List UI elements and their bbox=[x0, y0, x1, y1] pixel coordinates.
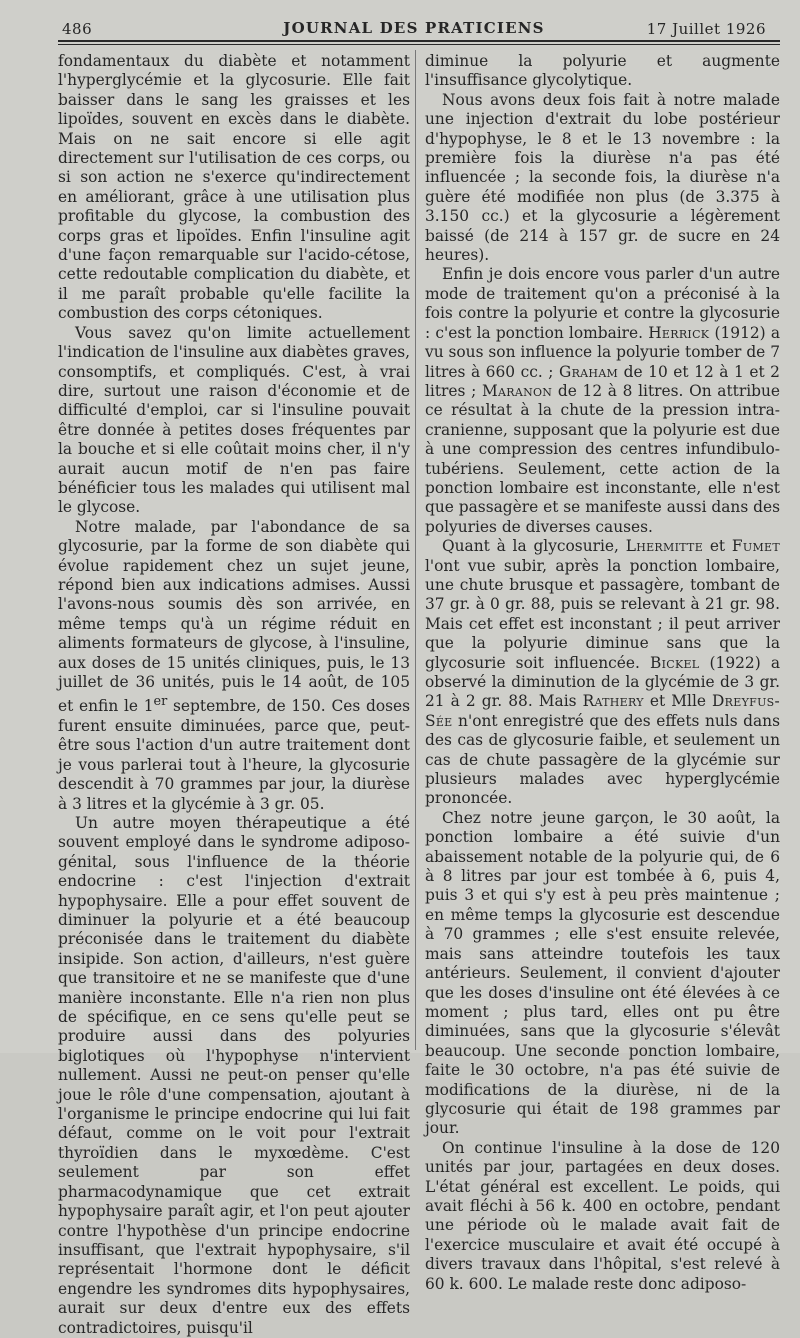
author-name: Bickel bbox=[649, 653, 700, 672]
journal-title: JOURNAL DES PRATICIENS bbox=[283, 19, 545, 37]
author-name: Graham bbox=[559, 362, 619, 381]
paragraph-hypophysis-extract: Un autre moyen thérapeutique a été souvent employé dans le syndrome adiposo-génital, sous l'influence de la théorie endocrine : c'est l'injection d'extrait hypophysaire. Elle a pour effet souvent de diminuer la polyurie et a été beaucoup préconisée dans le traitement du diabète insipide. Son action, d'ailleurs, n'est guère que transitoire et ne se manifeste que d'une manière inconstante. Elle n'a rien non plus de spécifique, en ce sens qu'elle peut se produire aussi dans des polyuries biglotiques où l'hypophyse n'intervient nullement. Aussi ne peut-on penser qu'elle joue le rôle d'une compensation, ajoutant à l'organisme le principe endocrine qui lui fait défaut, comme on le voit pour l'extrait thyroïdien dans le myxœdème. C'est seulement par son effet pharmacodynamique que cet extrait hypophysaire paraît agir, et l'on peut ajouter contre l'hypothèse d'un principe endocrine insuffisant, que l'extrait hypophysaire, s'il représentait l'hormone dont le déficit engendre les syndromes dits hypophysaires, aurait sur deux d'entre eux des effets contradictoires, puisqu'il bbox=[58, 813, 410, 1337]
author-name: Fumet bbox=[731, 537, 780, 556]
left-column bbox=[58, 52, 410, 1338]
issue-date: 17 Juillet 1926 bbox=[646, 20, 766, 38]
column-divider bbox=[415, 50, 416, 1050]
author-name: Lhermitte bbox=[625, 537, 704, 556]
paragraph-continuation: diminue la polyurie et augmente l'insuffisance glycolytique. bbox=[425, 52, 780, 90]
header-rule-thick bbox=[58, 40, 780, 42]
paragraph-patient-treatment: Notre malade, par l'abondance de sa glycosurie, par la forme de son diabète qui évolue rapidement chez un sujet jeune, répond bien aux indications admises. Aussi l'avons-nous soumis dès son arrivée, en même temps qu'à un régime réduit en aliments formateurs de glycose, à l'insuline, aux doses de 15 unités cliniques, puis, le 13 juillet de 36 unités, puis le 14 août, de 105 et enfin le 1er septembre, de 150. Ces doses furent ensuite diminuées, parce que, peut-être sous l'action d'un autre traitement dont je vous parlerai tout à l'heure, la glycosurie descendit à 70 grammes par jour, la diurèse à 3 litres et la glycémie à 3 gr. 05. bbox=[58, 517, 410, 813]
paragraph-patient-status: On continue l'insuline à la dose de 120 unités par jour, partagées en deux doses. L'état général est excellent. Le poids, qui avait fléchi à 56 k. 400 en octobre, pendant une période où le malade avait fait de l'exercice musculaire et avait été occupé à divers travaux dans l'hôpital, s'est relevé à 60 k. 600. Le malade reste donc adiposo- bbox=[425, 1138, 780, 1293]
author-name: Rathery bbox=[582, 692, 644, 711]
author-name: Maranon bbox=[481, 381, 553, 400]
paragraph-patient-puncture: Chez notre jeune garçon, le 30 août, la ponction lombaire a été suivie d'un abaissement notable de la polyurie qui, de 6 à 8 litres par jour est tombée à 6, puis 4, puis 3 et qui s'y est à peu près maintenue ; en même temps la glycosurie est descendue à 70 grammes ; elle s'est ensuite relevée, mais sans atteindre toutefois les taux antérieurs. Seulement, il convient d'ajouter que les doses d'insuline ont été élevées à ce moment ; plus tard, elles ont pu être diminuées, sans que la glycosurie s'élevât beaucoup. Une seconde ponction lombaire, faite le 30 octobre, n'a pas été suivie de modifications de la diurèse, ni de la glycosurie qui était de 198 grammes par jour. bbox=[425, 808, 780, 1138]
running-head bbox=[62, 14, 766, 40]
paragraph-insulin-effects: fondamentaux du diabète et notamment l'hyperglycémie et la glycosurie. Elle fait baisser dans le sang les graisses et les lipoïdes, souvent en excès dans le diabète. Mais on ne sait encore si elle agit directement sur l'utilisation de ces corps, ou si son action ne s'exerce qu'indirectement en améliorant, grâce à une utilisation plus profitable du glycose, la combustion des corps gras et lipoïdes. Enfin l'insuline agit d'une façon remarquable sur l'acido-cétose, cette redoutable complication du diabète, et il me paraît probable qu'elle facilite la combustion des corps cétoniques. bbox=[58, 52, 410, 323]
paragraph-hypophysis-injections: Nous avons deux fois fait à notre malade une injection d'extrait du lobe postérieur d'hypophyse, le 8 et le 13 novembre : la première fois la diurèse n'a pas été influencée ; la seconde fois, la diurèse n'a guère été modifiée non plus (de 3.375 à 3.150 cc.) et la glycosurie a légèrement baissé (de 214 à 157 gr. de sucre en 24 heures). bbox=[425, 90, 780, 265]
right-column bbox=[425, 52, 780, 1294]
paragraph-lumbar-puncture: Enfin je dois encore vous parler d'un autre mode de traitement qu'on a préconisé à la fois contre la polyurie et contre la glycosurie : c'est la ponction lombaire. Herrick (1912) a vu sous son influence la polyurie tomber de 7 litres à 660 cc. ; Graham de 10 et 12 à 1 et 2 litres ; Maranon de 12 à 8 litres. On attribue ce résultat à la chute de la pression intra-cranienne, supposant que la polyurie est due à une compression des centres infundibulo-tubériens. Seulement, cette action de la ponction lombaire est inconstante, elle n'est que passagère et se manifeste aussi dans des polyuries de diverses causes. bbox=[425, 265, 781, 536]
paragraph-glycosuria-puncture: Quant à la glycosurie, Lhermitte et Fumet l'ont vue subir, après la ponction lombaire, une chute brusque et passagère, tombant de 37 gr. à 0 gr. 88, puis se relevant à 21 gr. 98. Mais cet effet est inconstant ; il peut arriver que la polyurie diminue sans que la glycosurie soit influencée. Bickel (1922) a observé la diminution de la glycémie de 3 gr. 21 à 2 gr. 88. Mais Rathery et Mlle Dreyfus-Sée n'ont enregistré que des effets nuls dans des cas de glycosurie faible, et seulement un cas de chute passagère de la glycémie sur plusieurs malades avec hyperglycémie prononcée. bbox=[425, 537, 781, 808]
paragraph-insulin-indication: Vous savez qu'on limite actuellement l'indication de l'insuline aux diabètes graves, consomptifs, et compliqués. C'est, à vrai dire, surtout une raison d'économie et de difficulté d'emploi, car si l'insuline pouvait être donnée à petites doses fréquentes par la bouche et si elle coûtait moins cher, il n'y aurait aucun motif de n'en pas faire bénéficier tous les malades qui utilisent mal le glycose. bbox=[58, 323, 410, 517]
page-number: 486 bbox=[62, 20, 93, 38]
header-rule-thin bbox=[58, 44, 780, 45]
author-name: Dreyfus-Sée bbox=[425, 692, 780, 730]
author-name: Herrick bbox=[648, 323, 710, 342]
